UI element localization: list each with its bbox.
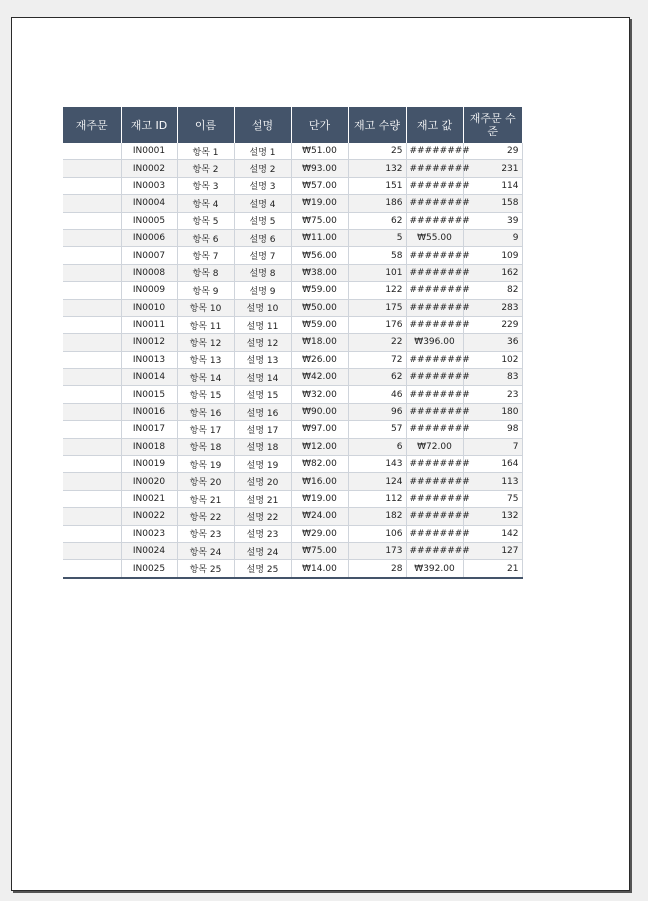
cell-reorder-level[interactable]: 142 bbox=[463, 525, 522, 542]
cell-inventory-id[interactable]: IN0006 bbox=[121, 229, 177, 246]
cell-reorder-level[interactable]: 114 bbox=[463, 177, 522, 194]
cell-unit-price[interactable]: ₩56.00 bbox=[291, 247, 348, 264]
cell-name[interactable]: 항목 23 bbox=[177, 525, 234, 542]
cell-description[interactable]: 설명 2 bbox=[234, 160, 291, 177]
cell-quantity[interactable]: 182 bbox=[348, 508, 406, 525]
cell-inventory-value[interactable]: ₩392.00 bbox=[406, 560, 463, 578]
cell-inventory-id[interactable]: IN0013 bbox=[121, 351, 177, 368]
cell-description[interactable]: 설명 12 bbox=[234, 334, 291, 351]
cell-quantity[interactable]: 176 bbox=[348, 316, 406, 333]
cell-unit-price[interactable]: ₩11.00 bbox=[291, 229, 348, 246]
cell-unit-price[interactable]: ₩75.00 bbox=[291, 212, 348, 229]
cell-name[interactable]: 항목 11 bbox=[177, 316, 234, 333]
cell-unit-price[interactable]: ₩42.00 bbox=[291, 369, 348, 386]
cell-quantity[interactable]: 25 bbox=[348, 143, 406, 160]
cell-reorder-level[interactable]: 23 bbox=[463, 386, 522, 403]
cell-reorder[interactable] bbox=[63, 542, 121, 559]
table-row bbox=[63, 316, 522, 333]
cell-name[interactable]: 항목 18 bbox=[177, 438, 234, 455]
cell-reorder[interactable] bbox=[63, 456, 121, 473]
table-row bbox=[63, 264, 522, 281]
table-row bbox=[63, 195, 522, 212]
cell-inventory-id[interactable]: IN0010 bbox=[121, 299, 177, 316]
table-row bbox=[63, 160, 522, 177]
cell-unit-price[interactable]: ₩29.00 bbox=[291, 525, 348, 542]
inventory-table bbox=[63, 107, 523, 579]
table-body bbox=[63, 143, 522, 578]
cell-reorder-level[interactable]: 109 bbox=[463, 247, 522, 264]
cell-unit-price[interactable]: ₩75.00 bbox=[291, 542, 348, 559]
cell-unit-price[interactable]: ₩16.00 bbox=[291, 473, 348, 490]
cell-inventory-id[interactable]: IN0022 bbox=[121, 508, 177, 525]
cell-reorder[interactable] bbox=[63, 369, 121, 386]
cell-inventory-value[interactable]: ######## bbox=[406, 525, 463, 542]
table-row bbox=[63, 386, 522, 403]
header-description[interactable]: 설명 bbox=[234, 107, 291, 143]
cell-quantity[interactable]: 132 bbox=[348, 160, 406, 177]
cell-inventory-id[interactable]: IN0016 bbox=[121, 403, 177, 420]
cell-description[interactable]: 설명 25 bbox=[234, 560, 291, 578]
table-row bbox=[63, 560, 522, 578]
cell-reorder[interactable] bbox=[63, 195, 121, 212]
cell-reorder[interactable] bbox=[63, 525, 121, 542]
cell-unit-price[interactable]: ₩38.00 bbox=[291, 264, 348, 281]
cell-inventory-id[interactable]: IN0014 bbox=[121, 369, 177, 386]
cell-name[interactable]: 항목 16 bbox=[177, 403, 234, 420]
cell-reorder[interactable] bbox=[63, 473, 121, 490]
cell-quantity[interactable]: 62 bbox=[348, 369, 406, 386]
cell-quantity[interactable]: 6 bbox=[348, 438, 406, 455]
cell-inventory-id[interactable]: IN0019 bbox=[121, 456, 177, 473]
header-reorder-level[interactable]: 재주문 수준 bbox=[463, 107, 522, 143]
cell-reorder[interactable] bbox=[63, 299, 121, 316]
cell-description[interactable]: 설명 24 bbox=[234, 542, 291, 559]
cell-reorder-level[interactable]: 83 bbox=[463, 369, 522, 386]
cell-reorder-level[interactable]: 75 bbox=[463, 490, 522, 507]
table-row bbox=[63, 351, 522, 368]
cell-reorder[interactable] bbox=[63, 212, 121, 229]
cell-reorder[interactable] bbox=[63, 403, 121, 420]
cell-description[interactable]: 설명 23 bbox=[234, 525, 291, 542]
print-preview-page bbox=[11, 17, 630, 891]
cell-inventory-value[interactable]: ######## bbox=[406, 282, 463, 299]
cell-reorder-level[interactable]: 36 bbox=[463, 334, 522, 351]
cell-quantity[interactable]: 143 bbox=[348, 456, 406, 473]
cell-inventory-value[interactable]: ######## bbox=[406, 212, 463, 229]
cell-description[interactable]: 설명 8 bbox=[234, 264, 291, 281]
cell-unit-price[interactable]: ₩97.00 bbox=[291, 421, 348, 438]
cell-inventory-value[interactable]: ######## bbox=[406, 299, 463, 316]
cell-quantity[interactable]: 101 bbox=[348, 264, 406, 281]
cell-reorder-level[interactable]: 229 bbox=[463, 316, 522, 333]
cell-name[interactable]: 항목 22 bbox=[177, 508, 234, 525]
cell-inventory-value[interactable]: ######## bbox=[406, 195, 463, 212]
header-inventory-id[interactable]: 재고 ID bbox=[121, 107, 177, 143]
cell-inventory-id[interactable]: IN0008 bbox=[121, 264, 177, 281]
cell-unit-price[interactable]: ₩18.00 bbox=[291, 334, 348, 351]
cell-unit-price[interactable]: ₩50.00 bbox=[291, 299, 348, 316]
cell-reorder-level[interactable]: 127 bbox=[463, 542, 522, 559]
table-row bbox=[63, 456, 522, 473]
cell-quantity[interactable]: 57 bbox=[348, 421, 406, 438]
cell-unit-price[interactable]: ₩51.00 bbox=[291, 143, 348, 160]
cell-inventory-value[interactable]: ######## bbox=[406, 386, 463, 403]
cell-quantity[interactable]: 96 bbox=[348, 403, 406, 420]
cell-description[interactable]: 설명 7 bbox=[234, 247, 291, 264]
cell-inventory-id[interactable]: IN0020 bbox=[121, 473, 177, 490]
table-row bbox=[63, 334, 522, 351]
cell-unit-price[interactable]: ₩14.00 bbox=[291, 560, 348, 578]
table-row bbox=[63, 282, 522, 299]
cell-unit-price[interactable]: ₩26.00 bbox=[291, 351, 348, 368]
cell-description[interactable]: 설명 20 bbox=[234, 473, 291, 490]
cell-reorder[interactable] bbox=[63, 508, 121, 525]
table-row bbox=[63, 490, 522, 507]
cell-unit-price[interactable]: ₩24.00 bbox=[291, 508, 348, 525]
cell-name[interactable]: 항목 3 bbox=[177, 177, 234, 194]
cell-reorder-level[interactable]: 164 bbox=[463, 456, 522, 473]
cell-reorder[interactable] bbox=[63, 177, 121, 194]
cell-inventory-id[interactable]: IN0015 bbox=[121, 386, 177, 403]
cell-quantity[interactable]: 122 bbox=[348, 282, 406, 299]
cell-reorder[interactable] bbox=[63, 282, 121, 299]
cell-quantity[interactable]: 106 bbox=[348, 525, 406, 542]
cell-inventory-value[interactable]: ₩72.00 bbox=[406, 438, 463, 455]
cell-inventory-value[interactable]: ######## bbox=[406, 247, 463, 264]
cell-name[interactable]: 항목 15 bbox=[177, 386, 234, 403]
cell-inventory-value[interactable]: ######## bbox=[406, 508, 463, 525]
cell-name[interactable]: 항목 1 bbox=[177, 143, 234, 160]
cell-unit-price[interactable]: ₩82.00 bbox=[291, 456, 348, 473]
cell-inventory-id[interactable]: IN0001 bbox=[121, 143, 177, 160]
cell-name[interactable]: 항목 7 bbox=[177, 247, 234, 264]
cell-description[interactable]: 설명 9 bbox=[234, 282, 291, 299]
cell-description[interactable]: 설명 15 bbox=[234, 386, 291, 403]
cell-inventory-value[interactable]: ######## bbox=[406, 177, 463, 194]
table-row bbox=[63, 508, 522, 525]
cell-name[interactable]: 항목 9 bbox=[177, 282, 234, 299]
cell-reorder[interactable] bbox=[63, 264, 121, 281]
cell-inventory-id[interactable]: IN0007 bbox=[121, 247, 177, 264]
cell-quantity[interactable]: 28 bbox=[348, 560, 406, 578]
cell-quantity[interactable]: 173 bbox=[348, 542, 406, 559]
cell-reorder-level[interactable]: 162 bbox=[463, 264, 522, 281]
table-row bbox=[63, 299, 522, 316]
cell-description[interactable]: 설명 6 bbox=[234, 229, 291, 246]
cell-name[interactable]: 항목 19 bbox=[177, 456, 234, 473]
cell-quantity[interactable]: 62 bbox=[348, 212, 406, 229]
cell-reorder-level[interactable]: 9 bbox=[463, 229, 522, 246]
cell-unit-price[interactable]: ₩57.00 bbox=[291, 177, 348, 194]
cell-reorder[interactable] bbox=[63, 560, 121, 578]
table-row bbox=[63, 247, 522, 264]
cell-name[interactable]: 항목 10 bbox=[177, 299, 234, 316]
cell-description[interactable]: 설명 11 bbox=[234, 316, 291, 333]
cell-name[interactable]: 항목 2 bbox=[177, 160, 234, 177]
cell-reorder-level[interactable]: 98 bbox=[463, 421, 522, 438]
cell-inventory-id[interactable]: IN0025 bbox=[121, 560, 177, 578]
cell-reorder[interactable] bbox=[63, 316, 121, 333]
cell-quantity[interactable]: 22 bbox=[348, 334, 406, 351]
cell-description[interactable]: 설명 22 bbox=[234, 508, 291, 525]
cell-inventory-id[interactable]: IN0002 bbox=[121, 160, 177, 177]
cell-reorder[interactable] bbox=[63, 421, 121, 438]
cell-unit-price[interactable]: ₩59.00 bbox=[291, 316, 348, 333]
cell-quantity[interactable]: 151 bbox=[348, 177, 406, 194]
cell-name[interactable]: 항목 21 bbox=[177, 490, 234, 507]
cell-inventory-id[interactable]: IN0023 bbox=[121, 525, 177, 542]
cell-reorder-level[interactable]: 21 bbox=[463, 560, 522, 578]
cell-description[interactable]: 설명 14 bbox=[234, 369, 291, 386]
table-row bbox=[63, 421, 522, 438]
cell-description[interactable]: 설명 19 bbox=[234, 456, 291, 473]
cell-name[interactable]: 항목 6 bbox=[177, 229, 234, 246]
cell-inventory-id[interactable]: IN0021 bbox=[121, 490, 177, 507]
cell-name[interactable]: 항목 8 bbox=[177, 264, 234, 281]
cell-reorder-level[interactable]: 180 bbox=[463, 403, 522, 420]
cell-description[interactable]: 설명 16 bbox=[234, 403, 291, 420]
cell-unit-price[interactable]: ₩32.00 bbox=[291, 386, 348, 403]
cell-reorder[interactable] bbox=[63, 351, 121, 368]
cell-reorder[interactable] bbox=[63, 160, 121, 177]
cell-inventory-value[interactable]: ######## bbox=[406, 456, 463, 473]
cell-inventory-id[interactable]: IN0009 bbox=[121, 282, 177, 299]
cell-inventory-value[interactable]: ######## bbox=[406, 403, 463, 420]
cell-quantity[interactable]: 46 bbox=[348, 386, 406, 403]
cell-reorder[interactable] bbox=[63, 143, 121, 160]
cell-name[interactable]: 항목 20 bbox=[177, 473, 234, 490]
header-inventory-value[interactable]: 재고 값 bbox=[406, 107, 463, 143]
cell-reorder[interactable] bbox=[63, 247, 121, 264]
cell-inventory-id[interactable]: IN0018 bbox=[121, 438, 177, 455]
cell-inventory-value[interactable]: ######## bbox=[406, 143, 463, 160]
cell-reorder-level[interactable]: 231 bbox=[463, 160, 522, 177]
header-name[interactable]: 이름 bbox=[177, 107, 234, 143]
cell-reorder-level[interactable]: 113 bbox=[463, 473, 522, 490]
cell-inventory-value[interactable]: ######## bbox=[406, 369, 463, 386]
cell-inventory-value[interactable]: ######## bbox=[406, 160, 463, 177]
cell-reorder-level[interactable]: 82 bbox=[463, 282, 522, 299]
cell-reorder[interactable] bbox=[63, 438, 121, 455]
cell-inventory-value[interactable]: ₩55.00 bbox=[406, 229, 463, 246]
cell-description[interactable]: 설명 5 bbox=[234, 212, 291, 229]
table-row bbox=[63, 229, 522, 246]
cell-description[interactable]: 설명 1 bbox=[234, 143, 291, 160]
table-row bbox=[63, 473, 522, 490]
cell-inventory-value[interactable]: ######## bbox=[406, 351, 463, 368]
cell-inventory-id[interactable]: IN0017 bbox=[121, 421, 177, 438]
cell-inventory-value[interactable]: ######## bbox=[406, 316, 463, 333]
cell-reorder-level[interactable]: 283 bbox=[463, 299, 522, 316]
cell-reorder-level[interactable]: 29 bbox=[463, 143, 522, 160]
table-row bbox=[63, 438, 522, 455]
cell-inventory-value[interactable]: ######## bbox=[406, 264, 463, 281]
cell-reorder-level[interactable]: 158 bbox=[463, 195, 522, 212]
cell-name[interactable]: 항목 4 bbox=[177, 195, 234, 212]
cell-description[interactable]: 설명 10 bbox=[234, 299, 291, 316]
cell-inventory-id[interactable]: IN0012 bbox=[121, 334, 177, 351]
cell-reorder[interactable] bbox=[63, 386, 121, 403]
cell-description[interactable]: 설명 17 bbox=[234, 421, 291, 438]
cell-quantity[interactable]: 124 bbox=[348, 473, 406, 490]
cell-name[interactable]: 항목 12 bbox=[177, 334, 234, 351]
cell-unit-price[interactable]: ₩93.00 bbox=[291, 160, 348, 177]
table-row bbox=[63, 143, 522, 160]
cell-name[interactable]: 항목 25 bbox=[177, 560, 234, 578]
cell-inventory-value[interactable]: ######## bbox=[406, 490, 463, 507]
cell-unit-price[interactable]: ₩12.00 bbox=[291, 438, 348, 455]
cell-inventory-id[interactable]: IN0011 bbox=[121, 316, 177, 333]
cell-unit-price[interactable]: ₩19.00 bbox=[291, 490, 348, 507]
cell-quantity[interactable]: 186 bbox=[348, 195, 406, 212]
cell-inventory-id[interactable]: IN0024 bbox=[121, 542, 177, 559]
cell-name[interactable]: 항목 24 bbox=[177, 542, 234, 559]
cell-name[interactable]: 항목 17 bbox=[177, 421, 234, 438]
cell-reorder[interactable] bbox=[63, 490, 121, 507]
cell-reorder-level[interactable]: 39 bbox=[463, 212, 522, 229]
table-row bbox=[63, 525, 522, 542]
cell-unit-price[interactable]: ₩90.00 bbox=[291, 403, 348, 420]
cell-description[interactable]: 설명 13 bbox=[234, 351, 291, 368]
cell-description[interactable]: 설명 18 bbox=[234, 438, 291, 455]
table-row bbox=[63, 177, 522, 194]
cell-name[interactable]: 항목 5 bbox=[177, 212, 234, 229]
table-row bbox=[63, 403, 522, 420]
cell-quantity[interactable]: 175 bbox=[348, 299, 406, 316]
cell-quantity[interactable]: 72 bbox=[348, 351, 406, 368]
header-reorder[interactable]: 재주문 bbox=[63, 107, 121, 143]
cell-reorder-level[interactable]: 132 bbox=[463, 508, 522, 525]
cell-quantity[interactable]: 112 bbox=[348, 490, 406, 507]
table-row bbox=[63, 212, 522, 229]
cell-description[interactable]: 설명 21 bbox=[234, 490, 291, 507]
cell-reorder-level[interactable]: 7 bbox=[463, 438, 522, 455]
cell-inventory-value[interactable]: ######## bbox=[406, 473, 463, 490]
cell-inventory-id[interactable]: IN0004 bbox=[121, 195, 177, 212]
cell-reorder-level[interactable]: 102 bbox=[463, 351, 522, 368]
cell-unit-price[interactable]: ₩59.00 bbox=[291, 282, 348, 299]
cell-inventory-value[interactable]: ₩396.00 bbox=[406, 334, 463, 351]
header-quantity[interactable]: 재고 수량 bbox=[348, 107, 406, 143]
cell-name[interactable]: 항목 14 bbox=[177, 369, 234, 386]
cell-reorder[interactable] bbox=[63, 334, 121, 351]
cell-inventory-id[interactable]: IN0003 bbox=[121, 177, 177, 194]
cell-inventory-value[interactable]: ######## bbox=[406, 421, 463, 438]
header-row bbox=[63, 107, 522, 143]
table-row bbox=[63, 542, 522, 559]
cell-unit-price[interactable]: ₩19.00 bbox=[291, 195, 348, 212]
cell-description[interactable]: 설명 3 bbox=[234, 177, 291, 194]
table-row bbox=[63, 369, 522, 386]
cell-name[interactable]: 항목 13 bbox=[177, 351, 234, 368]
cell-inventory-id[interactable]: IN0005 bbox=[121, 212, 177, 229]
cell-reorder[interactable] bbox=[63, 229, 121, 246]
cell-description[interactable]: 설명 4 bbox=[234, 195, 291, 212]
cell-inventory-value[interactable]: ######## bbox=[406, 542, 463, 559]
cell-quantity[interactable]: 5 bbox=[348, 229, 406, 246]
header-unit-price[interactable]: 단가 bbox=[291, 107, 348, 143]
cell-quantity[interactable]: 58 bbox=[348, 247, 406, 264]
